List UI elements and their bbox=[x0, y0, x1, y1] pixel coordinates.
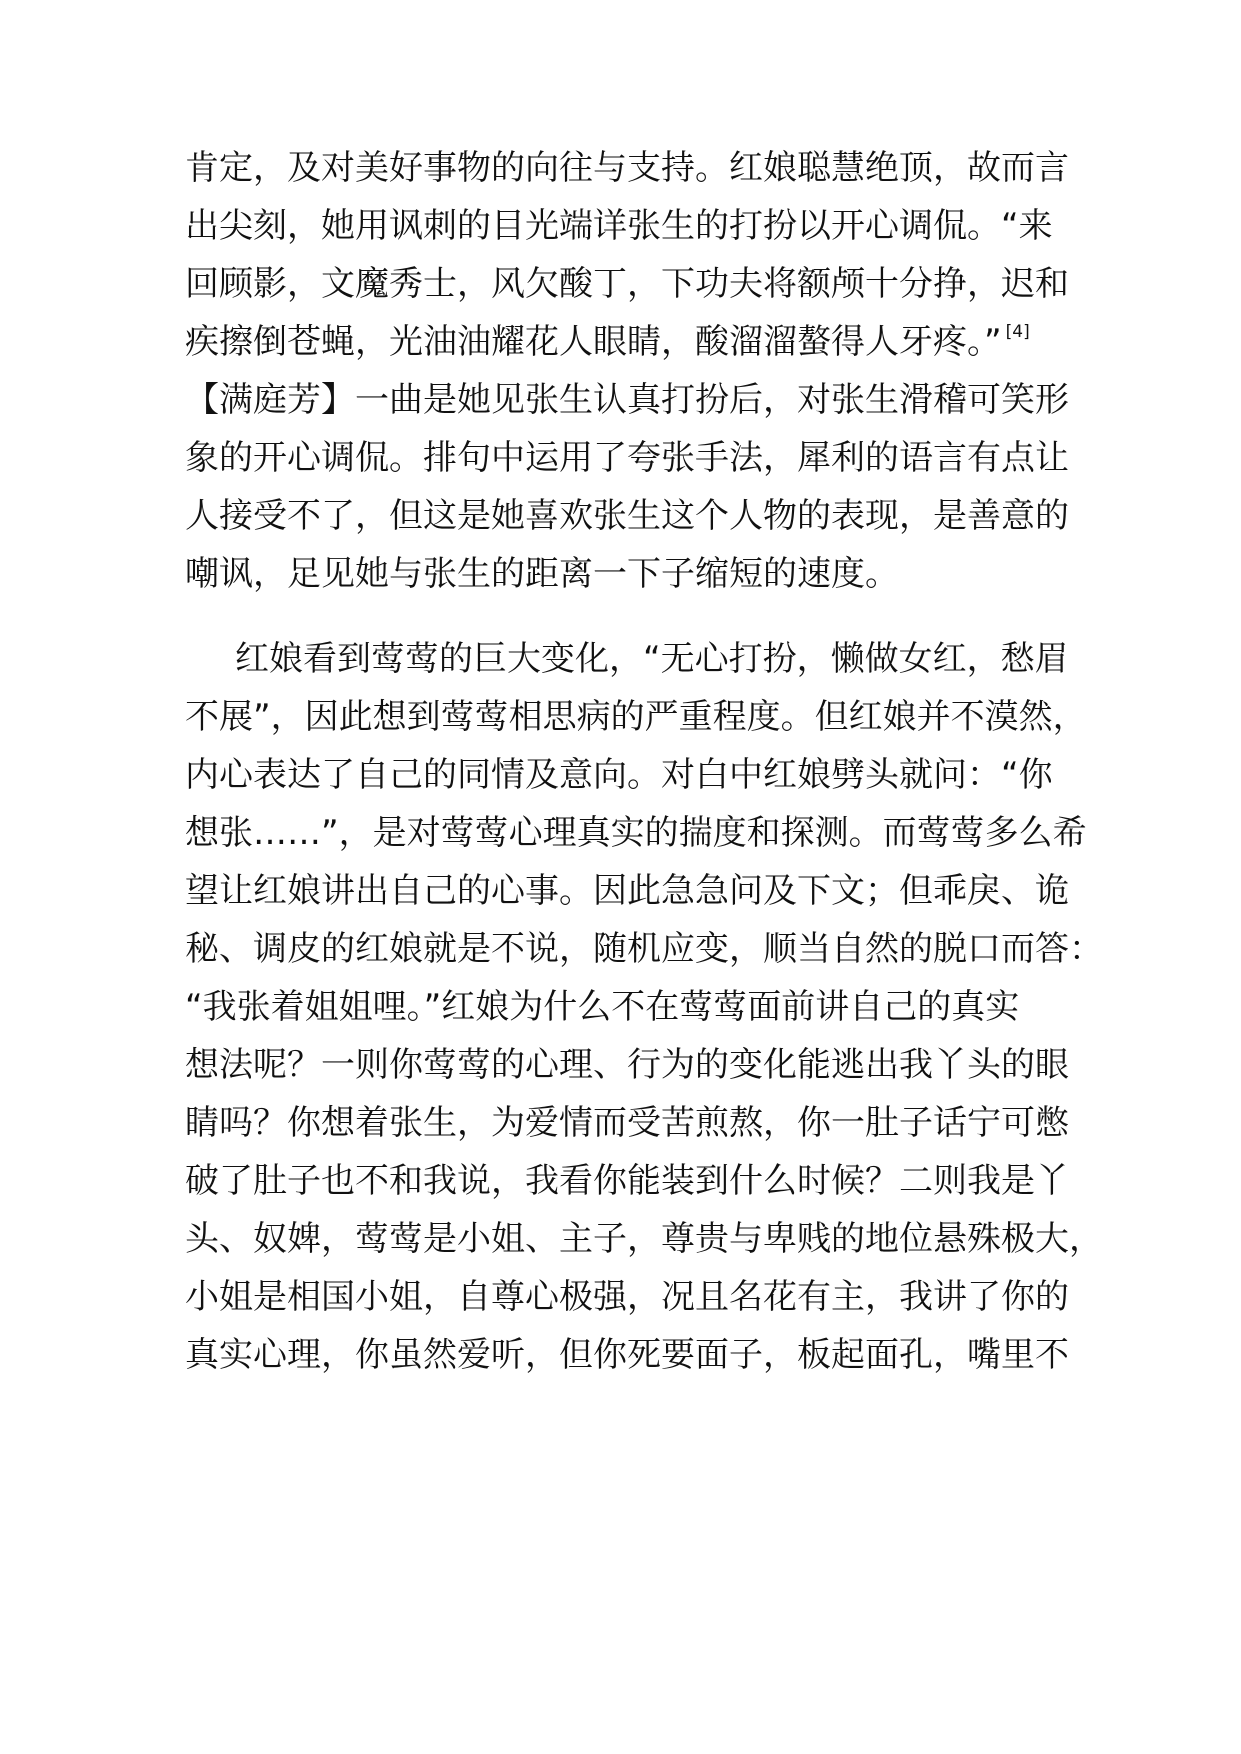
paragraph-2-line-13: 真实心理，你虽然爱听，但你死要面子，板起面孔，嘴里不 bbox=[185, 1335, 1069, 1375]
paragraph-2-line-11: 头、奴婢，莺莺是小姐、主子，尊贵与卑贱的地位悬殊极大， bbox=[185, 1219, 1103, 1259]
paragraph-1-line-1: 肯定，及对美好事物的向往与支持。红娘聪慧绝顶，故而言 bbox=[185, 148, 1069, 188]
citation-marker: [4] bbox=[1005, 322, 1030, 342]
paragraph-1-line-5: 【满庭芳】一曲是她见张生认真打扮后，对张生滑稽可笑形 bbox=[185, 380, 1069, 420]
paragraph-2-line-7: “我张着姐姐哩。”红娘为什么不在莺莺面前讲自己的真实 bbox=[185, 987, 1020, 1027]
paragraph-2-line-4: 想张……”，是对莺莺心理真实的揣度和探测。而莺莺多么希 bbox=[185, 813, 1087, 853]
paragraph-1-line-4-text: 疾擦倒苍蝇，光油油耀花人眼睛，酸溜溜螯得人牙疼。” bbox=[185, 322, 1002, 362]
paragraph-1-line-3: 回顾影，文魔秀士，风欠酸丁，下功夫将额颅十分挣，迟和 bbox=[185, 264, 1069, 304]
paragraph-2-line-12: 小姐是相国小姐，自尊心极强，况且名花有主，我讲了你的 bbox=[185, 1277, 1069, 1317]
paragraph-1-line-7: 人接受不了，但这是她喜欢张生这个人物的表现，是善意的 bbox=[185, 496, 1069, 536]
paragraph-2-line-6: 秘、调皮的红娘就是不说，随机应变，顺当自然的脱口而答： bbox=[185, 929, 1103, 969]
paragraph-1-line-2: 出尖刻，她用讽刺的目光端详张生的打扮以开心调侃。“来 bbox=[185, 206, 1053, 246]
paragraph-1-line-4 bbox=[185, 322, 1065, 362]
paragraph-2-line-2: 不展”，因此想到莺莺相思病的严重程度。但红娘并不漠然， bbox=[185, 697, 1087, 737]
paragraph-2-line-1: 红娘看到莺莺的巨大变化，“无心打扮，懒做女红，愁眉 bbox=[235, 639, 1069, 679]
paragraph-1-line-8: 嘲讽，足见她与张生的距离一下子缩短的速度。 bbox=[185, 554, 899, 594]
paragraph-2-line-5: 望让红娘讲出自己的心事。因此急急问及下文；但乖戾、诡 bbox=[185, 871, 1069, 911]
paragraph-1-line-6: 象的开心调侃。排句中运用了夸张手法，犀利的语言有点让 bbox=[185, 438, 1069, 478]
paragraph-2-line-8: 想法呢？一则你莺莺的心理、行为的变化能逃出我丫头的眼 bbox=[185, 1045, 1069, 1085]
paragraph-2-line-10: 破了肚子也不和我说，我看你能装到什么时候？二则我是丫 bbox=[185, 1161, 1069, 1201]
paragraph-2-line-3: 内心表达了自己的同情及意向。对白中红娘劈头就问：“你 bbox=[185, 755, 1053, 795]
paragraph-2-line-9: 睛吗？你想着张生，为爱情而受苦煎熬，你一肚子话宁可憋 bbox=[185, 1103, 1069, 1143]
